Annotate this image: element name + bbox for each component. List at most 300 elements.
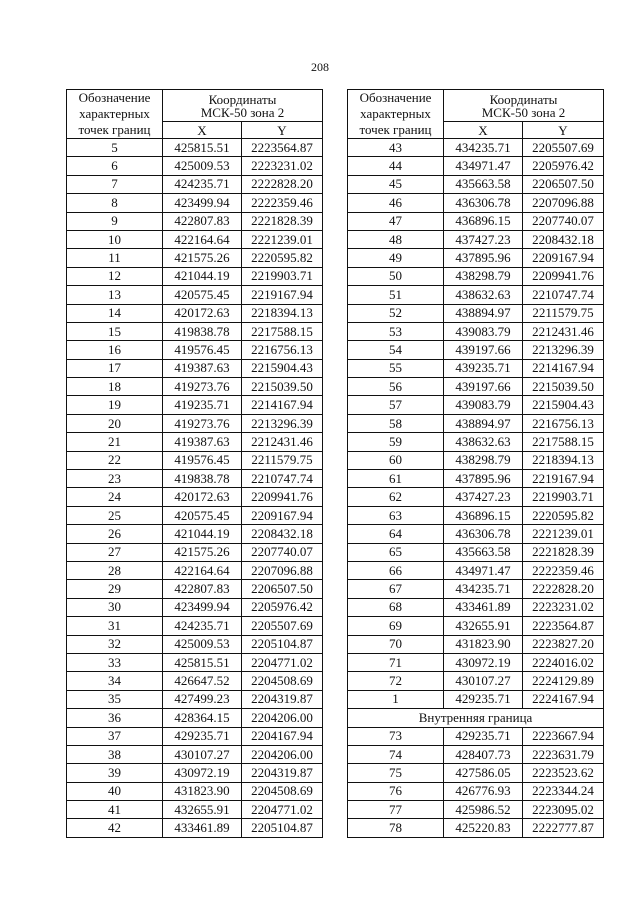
- table-row: [67, 690, 323, 708]
- x-coordinate-cell: 425009.53: [163, 157, 242, 175]
- x-coordinate-cell: 433461.89: [444, 598, 523, 616]
- x-coordinate-cell: 428364.15: [163, 709, 242, 727]
- y-coordinate-cell: 2215904.43: [242, 359, 323, 377]
- point-number-cell: 73: [348, 727, 444, 745]
- y-coordinate-cell: 2223523.62: [523, 764, 604, 782]
- header-designation: [348, 90, 444, 139]
- point-number-cell: 30: [67, 598, 163, 616]
- x-coordinate-cell: 425220.83: [444, 819, 523, 837]
- y-coordinate-cell: 2215904.43: [523, 396, 604, 414]
- point-number-cell: 56: [348, 378, 444, 396]
- point-number-cell: 9: [67, 212, 163, 230]
- table-body-left: [67, 139, 323, 838]
- table-row: [348, 653, 604, 671]
- table-row: [348, 286, 604, 304]
- x-coordinate-cell: 437895.96: [444, 249, 523, 267]
- x-coordinate-cell: 436896.15: [444, 506, 523, 524]
- header-x: X: [163, 122, 242, 139]
- y-coordinate-cell: 2213296.39: [523, 341, 604, 359]
- table-row: [348, 801, 604, 819]
- point-number-cell: 39: [67, 764, 163, 782]
- x-coordinate-cell: 427499.23: [163, 690, 242, 708]
- y-coordinate-cell: 2208432.18: [523, 230, 604, 248]
- x-coordinate-cell: 420172.63: [163, 488, 242, 506]
- point-number-cell: 57: [348, 396, 444, 414]
- point-number-cell: 5: [67, 139, 163, 157]
- point-number-cell: 77: [348, 801, 444, 819]
- table-row: [348, 139, 604, 157]
- y-coordinate-cell: 2205507.69: [523, 139, 604, 157]
- x-coordinate-cell: 431823.90: [163, 782, 242, 800]
- table-row: [348, 230, 604, 248]
- x-coordinate-cell: 419273.76: [163, 378, 242, 396]
- table-row: [348, 359, 604, 377]
- x-coordinate-cell: 427586.05: [444, 764, 523, 782]
- y-coordinate-cell: 2223827.20: [523, 635, 604, 653]
- y-coordinate-cell: 2212431.46: [523, 322, 604, 340]
- point-number-cell: 60: [348, 451, 444, 469]
- x-coordinate-cell: 435663.58: [444, 543, 523, 561]
- table-row: [67, 194, 323, 212]
- table-row: [67, 286, 323, 304]
- point-number-cell: 45: [348, 175, 444, 193]
- x-coordinate-cell: 434971.47: [444, 157, 523, 175]
- point-number-cell: 1: [348, 690, 444, 708]
- y-coordinate-cell: 2204206.00: [242, 745, 323, 763]
- table-row: [348, 175, 604, 193]
- y-coordinate-cell: 2218394.13: [523, 451, 604, 469]
- y-coordinate-cell: 2204319.87: [242, 690, 323, 708]
- table-row: [67, 745, 323, 763]
- table-row: [67, 801, 323, 819]
- x-coordinate-cell: 419838.78: [163, 322, 242, 340]
- table-row: [348, 304, 604, 322]
- point-number-cell: 28: [67, 561, 163, 579]
- y-coordinate-cell: 2222777.87: [523, 819, 604, 837]
- table-row: [67, 543, 323, 561]
- y-coordinate-cell: 2207740.07: [242, 543, 323, 561]
- x-coordinate-cell: 438632.63: [444, 286, 523, 304]
- table-row: [67, 322, 323, 340]
- table-row: [67, 267, 323, 285]
- point-number-cell: 8: [67, 194, 163, 212]
- point-number-cell: 24: [67, 488, 163, 506]
- x-coordinate-cell: 438894.97: [444, 304, 523, 322]
- point-number-cell: 7: [67, 175, 163, 193]
- point-number-cell: 53: [348, 322, 444, 340]
- y-coordinate-cell: 2207096.88: [523, 194, 604, 212]
- point-number-cell: 11: [67, 249, 163, 267]
- x-coordinate-cell: 419576.45: [163, 341, 242, 359]
- y-coordinate-cell: 2206507.50: [523, 175, 604, 193]
- header-designation-line: точек границ: [78, 122, 151, 137]
- point-number-cell: 37: [67, 727, 163, 745]
- x-coordinate-cell: 425009.53: [163, 635, 242, 653]
- table-row: [67, 506, 323, 524]
- y-coordinate-cell: 2213296.39: [242, 414, 323, 432]
- point-number-cell: 43: [348, 139, 444, 157]
- x-coordinate-cell: 436306.78: [444, 525, 523, 543]
- table-row: [67, 598, 323, 616]
- table-row: [67, 175, 323, 193]
- table-row: [67, 470, 323, 488]
- x-coordinate-cell: 419235.71: [163, 396, 242, 414]
- x-coordinate-cell: 421044.19: [163, 267, 242, 285]
- y-coordinate-cell: 2204167.94: [242, 727, 323, 745]
- point-number-cell: 54: [348, 341, 444, 359]
- point-number-cell: 51: [348, 286, 444, 304]
- y-coordinate-cell: 2220595.82: [242, 249, 323, 267]
- y-coordinate-cell: 2204508.69: [242, 782, 323, 800]
- x-coordinate-cell: 425815.51: [163, 139, 242, 157]
- point-number-cell: 68: [348, 598, 444, 616]
- table-row: [348, 212, 604, 230]
- y-coordinate-cell: 2205976.42: [242, 598, 323, 616]
- y-coordinate-cell: 2207096.88: [242, 561, 323, 579]
- x-coordinate-cell: 439083.79: [444, 396, 523, 414]
- header-designation-line: характерных: [79, 106, 150, 121]
- table-row: [67, 580, 323, 598]
- point-number-cell: 36: [67, 709, 163, 727]
- y-coordinate-cell: 2218394.13: [242, 304, 323, 322]
- y-coordinate-cell: 2209167.94: [523, 249, 604, 267]
- x-coordinate-cell: 429235.71: [444, 727, 523, 745]
- y-coordinate-cell: 2219903.71: [242, 267, 323, 285]
- y-coordinate-cell: 2217588.15: [242, 322, 323, 340]
- y-coordinate-cell: 2219167.94: [242, 286, 323, 304]
- table-row: [348, 267, 604, 285]
- x-coordinate-cell: 430107.27: [163, 745, 242, 763]
- point-number-cell: 64: [348, 525, 444, 543]
- header-y: Y: [242, 122, 323, 139]
- point-number-cell: 32: [67, 635, 163, 653]
- table-row: [67, 764, 323, 782]
- y-coordinate-cell: 2212431.46: [242, 433, 323, 451]
- x-coordinate-cell: 430972.19: [163, 764, 242, 782]
- x-coordinate-cell: 439235.71: [444, 359, 523, 377]
- point-number-cell: 67: [348, 580, 444, 598]
- y-coordinate-cell: 2221239.01: [523, 525, 604, 543]
- table-row: [67, 488, 323, 506]
- point-number-cell: 63: [348, 506, 444, 524]
- header-designation: [67, 90, 163, 139]
- point-number-cell: 72: [348, 672, 444, 690]
- point-number-cell: 59: [348, 433, 444, 451]
- x-coordinate-cell: 424235.71: [163, 175, 242, 193]
- point-number-cell: 75: [348, 764, 444, 782]
- table-row: [67, 304, 323, 322]
- header-designation-line: Обозначение: [78, 90, 151, 105]
- x-coordinate-cell: 439083.79: [444, 322, 523, 340]
- table-row: [67, 433, 323, 451]
- y-coordinate-cell: 2221828.39: [523, 543, 604, 561]
- y-coordinate-cell: 2211579.75: [523, 304, 604, 322]
- x-coordinate-cell: 438894.97: [444, 414, 523, 432]
- table-row: [67, 727, 323, 745]
- header-designation-line: точек границ: [359, 122, 432, 137]
- y-coordinate-cell: 2205976.42: [523, 157, 604, 175]
- point-number-cell: 27: [67, 543, 163, 561]
- table-row: [67, 139, 323, 157]
- table-row: [348, 819, 604, 837]
- y-coordinate-cell: 2215039.50: [523, 378, 604, 396]
- y-coordinate-cell: 2214167.94: [242, 396, 323, 414]
- table-row: [67, 617, 323, 635]
- table-row: [348, 470, 604, 488]
- y-coordinate-cell: 2223631.79: [523, 745, 604, 763]
- y-coordinate-cell: 2223344.24: [523, 782, 604, 800]
- y-coordinate-cell: 2224016.02: [523, 653, 604, 671]
- table-row: [67, 653, 323, 671]
- header-coordinates-line: Координаты: [489, 91, 558, 107]
- point-number-cell: 18: [67, 378, 163, 396]
- point-number-cell: 70: [348, 635, 444, 653]
- table-row: [67, 782, 323, 800]
- y-coordinate-cell: 2215039.50: [242, 378, 323, 396]
- table-row: [348, 543, 604, 561]
- x-coordinate-cell: 425986.52: [444, 801, 523, 819]
- x-coordinate-cell: 437427.23: [444, 230, 523, 248]
- table-row: [348, 396, 604, 414]
- table-row: [67, 672, 323, 690]
- point-number-cell: 17: [67, 359, 163, 377]
- point-number-cell: 16: [67, 341, 163, 359]
- x-coordinate-cell: 430972.19: [444, 653, 523, 671]
- x-coordinate-cell: 437427.23: [444, 488, 523, 506]
- point-number-cell: 20: [67, 414, 163, 432]
- point-number-cell: 25: [67, 506, 163, 524]
- table-row: [348, 157, 604, 175]
- x-coordinate-cell: 422807.83: [163, 212, 242, 230]
- x-coordinate-cell: 419387.63: [163, 433, 242, 451]
- header-coordinates-line: МСК-50 зона 2: [481, 104, 566, 120]
- table-row: [67, 359, 323, 377]
- point-number-cell: 38: [67, 745, 163, 763]
- y-coordinate-cell: 2204319.87: [242, 764, 323, 782]
- x-coordinate-cell: 428407.73: [444, 745, 523, 763]
- y-coordinate-cell: 2209941.76: [242, 488, 323, 506]
- table-row: [348, 764, 604, 782]
- coordinates-table-left: [66, 89, 323, 838]
- table-row: [348, 617, 604, 635]
- y-coordinate-cell: 2224167.94: [523, 690, 604, 708]
- table-row: [67, 212, 323, 230]
- y-coordinate-cell: 2214167.94: [523, 359, 604, 377]
- table-row: [348, 635, 604, 653]
- y-coordinate-cell: 2205104.87: [242, 635, 323, 653]
- header-designation-line: Обозначение: [359, 90, 432, 105]
- x-coordinate-cell: 419576.45: [163, 451, 242, 469]
- x-coordinate-cell: 419273.76: [163, 414, 242, 432]
- point-number-cell: 6: [67, 157, 163, 175]
- point-number-cell: 23: [67, 470, 163, 488]
- point-number-cell: 44: [348, 157, 444, 175]
- point-number-cell: 26: [67, 525, 163, 543]
- point-number-cell: 13: [67, 286, 163, 304]
- table-row: [348, 249, 604, 267]
- y-coordinate-cell: 2204508.69: [242, 672, 323, 690]
- table-row: [348, 525, 604, 543]
- table-row: [348, 672, 604, 690]
- point-number-cell: 47: [348, 212, 444, 230]
- x-coordinate-cell: 420172.63: [163, 304, 242, 322]
- y-coordinate-cell: 2205507.69: [242, 617, 323, 635]
- y-coordinate-cell: 2216756.13: [523, 414, 604, 432]
- point-number-cell: 50: [348, 267, 444, 285]
- point-number-cell: 78: [348, 819, 444, 837]
- table-body-right: [348, 139, 604, 838]
- point-number-cell: 46: [348, 194, 444, 212]
- table-row: [348, 451, 604, 469]
- inner-boundary-label: Внутренняя граница: [348, 709, 604, 727]
- table-row: [348, 727, 604, 745]
- x-coordinate-cell: 422807.83: [163, 580, 242, 598]
- x-coordinate-cell: 419387.63: [163, 359, 242, 377]
- table-row: [67, 525, 323, 543]
- y-coordinate-cell: 2207740.07: [523, 212, 604, 230]
- x-coordinate-cell: 434235.71: [444, 580, 523, 598]
- y-coordinate-cell: 2208432.18: [242, 525, 323, 543]
- table-row: [67, 230, 323, 248]
- point-number-cell: 41: [67, 801, 163, 819]
- x-coordinate-cell: 422164.64: [163, 230, 242, 248]
- y-coordinate-cell: 2204771.02: [242, 801, 323, 819]
- table-row: [67, 414, 323, 432]
- point-number-cell: 52: [348, 304, 444, 322]
- point-number-cell: 19: [67, 396, 163, 414]
- y-coordinate-cell: 2224129.89: [523, 672, 604, 690]
- table-row: [348, 782, 604, 800]
- point-number-cell: 42: [67, 819, 163, 837]
- header-coordinates: [444, 90, 604, 122]
- y-coordinate-cell: 2223564.87: [523, 617, 604, 635]
- header-coordinates-line: МСК-50 зона 2: [200, 104, 285, 120]
- table-row: [348, 506, 604, 524]
- point-number-cell: 74: [348, 745, 444, 763]
- table-row: [348, 561, 604, 579]
- y-coordinate-cell: 2221239.01: [242, 230, 323, 248]
- y-coordinate-cell: 2210747.74: [523, 286, 604, 304]
- x-coordinate-cell: 438632.63: [444, 433, 523, 451]
- table-row: [348, 690, 604, 708]
- y-coordinate-cell: 2222828.20: [242, 175, 323, 193]
- x-coordinate-cell: 433461.89: [163, 819, 242, 837]
- header-designation-line: характерных: [360, 106, 431, 121]
- x-coordinate-cell: 432655.91: [163, 801, 242, 819]
- y-coordinate-cell: 2209167.94: [242, 506, 323, 524]
- point-number-cell: 14: [67, 304, 163, 322]
- point-number-cell: 29: [67, 580, 163, 598]
- x-coordinate-cell: 435663.58: [444, 175, 523, 193]
- table-row: [348, 322, 604, 340]
- x-coordinate-cell: 419838.78: [163, 470, 242, 488]
- y-coordinate-cell: 2222828.20: [523, 580, 604, 598]
- point-number-cell: 58: [348, 414, 444, 432]
- y-coordinate-cell: 2223667.94: [523, 727, 604, 745]
- table-row: [348, 194, 604, 212]
- y-coordinate-cell: 2204771.02: [242, 653, 323, 671]
- x-coordinate-cell: 439197.66: [444, 341, 523, 359]
- table-row: [67, 249, 323, 267]
- x-coordinate-cell: 436306.78: [444, 194, 523, 212]
- x-coordinate-cell: 429235.71: [163, 727, 242, 745]
- table-row: [348, 488, 604, 506]
- x-coordinate-cell: 434235.71: [444, 139, 523, 157]
- table-row: [348, 745, 604, 763]
- point-number-cell: 62: [348, 488, 444, 506]
- y-coordinate-cell: 2223564.87: [242, 139, 323, 157]
- coordinates-table-right: [347, 89, 604, 838]
- x-coordinate-cell: 423499.94: [163, 598, 242, 616]
- x-coordinate-cell: 422164.64: [163, 561, 242, 579]
- point-number-cell: 55: [348, 359, 444, 377]
- y-coordinate-cell: 2222359.46: [523, 561, 604, 579]
- y-coordinate-cell: 2216756.13: [242, 341, 323, 359]
- table-row: [67, 157, 323, 175]
- y-coordinate-cell: 2223095.02: [523, 801, 604, 819]
- x-coordinate-cell: 434971.47: [444, 561, 523, 579]
- point-number-cell: 49: [348, 249, 444, 267]
- point-number-cell: 48: [348, 230, 444, 248]
- header-x: X: [444, 122, 523, 139]
- y-coordinate-cell: 2206507.50: [242, 580, 323, 598]
- header-coordinates-line: Координаты: [208, 91, 277, 107]
- y-coordinate-cell: 2219903.71: [523, 488, 604, 506]
- table-row: [348, 433, 604, 451]
- point-number-cell: 76: [348, 782, 444, 800]
- table-row: [348, 378, 604, 396]
- section-row: [348, 709, 604, 727]
- point-number-cell: 65: [348, 543, 444, 561]
- y-coordinate-cell: 2223231.02: [242, 157, 323, 175]
- point-number-cell: 66: [348, 561, 444, 579]
- point-number-cell: 69: [348, 617, 444, 635]
- point-number-cell: 22: [67, 451, 163, 469]
- x-coordinate-cell: 426776.93: [444, 782, 523, 800]
- page-number: 208: [311, 60, 329, 74]
- point-number-cell: 10: [67, 230, 163, 248]
- table-row: [67, 451, 323, 469]
- table-row: [67, 378, 323, 396]
- x-coordinate-cell: 421044.19: [163, 525, 242, 543]
- x-coordinate-cell: 432655.91: [444, 617, 523, 635]
- table-row: [348, 580, 604, 598]
- table-row: [67, 709, 323, 727]
- table-row: [348, 341, 604, 359]
- x-coordinate-cell: 420575.45: [163, 506, 242, 524]
- point-number-cell: 35: [67, 690, 163, 708]
- table-row: [67, 561, 323, 579]
- point-number-cell: 33: [67, 653, 163, 671]
- table-row: [348, 598, 604, 616]
- table-row: [67, 635, 323, 653]
- x-coordinate-cell: 430107.27: [444, 672, 523, 690]
- y-coordinate-cell: 2217588.15: [523, 433, 604, 451]
- point-number-cell: 15: [67, 322, 163, 340]
- table-row: [348, 414, 604, 432]
- y-coordinate-cell: 2220595.82: [523, 506, 604, 524]
- point-number-cell: 40: [67, 782, 163, 800]
- x-coordinate-cell: 438298.79: [444, 267, 523, 285]
- x-coordinate-cell: 439197.66: [444, 378, 523, 396]
- y-coordinate-cell: 2219167.94: [523, 470, 604, 488]
- x-coordinate-cell: 421575.26: [163, 249, 242, 267]
- x-coordinate-cell: 421575.26: [163, 543, 242, 561]
- x-coordinate-cell: 431823.90: [444, 635, 523, 653]
- table-row: [67, 819, 323, 837]
- point-number-cell: 61: [348, 470, 444, 488]
- point-number-cell: 21: [67, 433, 163, 451]
